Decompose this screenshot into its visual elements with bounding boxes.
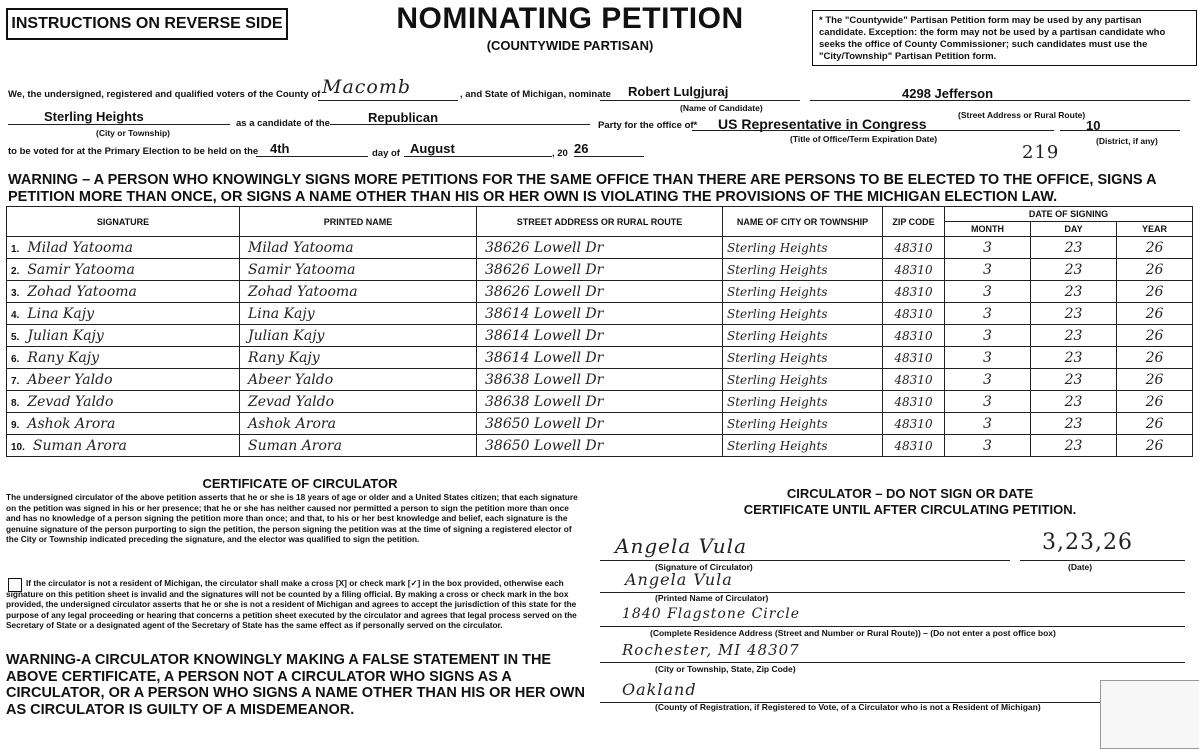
intro-text-1: We, the undersigned, registered and qualified voters of the County of	[8, 89, 321, 100]
signature-value: Julian Kajy	[27, 327, 104, 344]
year-value: 26	[1145, 305, 1164, 322]
city-value: Sterling Heights	[727, 372, 828, 387]
city-value: Sterling Heights	[727, 394, 828, 409]
city-label: (City or Township)	[96, 128, 170, 138]
header-printed-name: PRINTED NAME	[240, 207, 477, 237]
street-cell[interactable]	[477, 237, 723, 259]
month-value: 3	[983, 261, 992, 278]
street-cell[interactable]	[477, 435, 723, 457]
zip-value: 48310	[894, 284, 933, 299]
circulator-heading	[640, 486, 1180, 518]
zip-value: 48310	[894, 372, 933, 387]
certificate-text: The undersigned circulator of the above petition asserts that he or she is 18 years of age or older and a United States citizen; that each signature on the petition was signed in his or her presence; that he or she has neither caused nor permitted a person to sign the petition more than once and has no knowledge of a person signing the petition more than once; and that, to his or her best knowledge and belief, each signature is the genuine signature of the person purporting to sign the petition, the person signing the petition was at the time of signing a registered elector of the City or Township indicated preceding the signature, and the elector was qualified to sign the petition.	[6, 492, 578, 544]
day-cell[interactable]	[1031, 413, 1117, 435]
zip-cell[interactable]	[883, 325, 945, 347]
signature-cell[interactable]	[7, 369, 240, 391]
month-cell[interactable]	[945, 435, 1031, 457]
table-row	[7, 391, 1193, 413]
circulator-heading-line-1: CIRCULATOR – DO NOT SIGN OR DATE	[786, 486, 1034, 501]
signature-table	[6, 206, 1193, 457]
city-value: Sterling Heights	[727, 262, 828, 277]
county-field[interactable]: Macomb	[322, 76, 412, 98]
row-number: 3.	[11, 287, 20, 299]
street-value: 38614 Lowell Dr	[485, 327, 604, 344]
printed-name-value: Rany Kajy	[248, 349, 320, 366]
street-cell[interactable]	[477, 347, 723, 369]
printed-name-value: Julian Kajy	[248, 327, 325, 344]
day-cell[interactable]	[1031, 391, 1117, 413]
header-street-address: STREET ADDRESS OR RURAL ROUTE	[477, 207, 723, 237]
zip-value: 48310	[894, 306, 933, 321]
printed-name-value: Ashok Arora	[248, 415, 336, 432]
signature-cell[interactable]	[7, 281, 240, 303]
day-value: 23	[1064, 437, 1083, 454]
signature-cell[interactable]	[7, 347, 240, 369]
zip-value: 48310	[894, 416, 933, 431]
signature-value: Abeer Yaldo	[27, 371, 113, 388]
row-number: 4.	[11, 309, 20, 321]
candidate-city-field[interactable]: Sterling Heights	[44, 109, 144, 124]
city-value: Sterling Heights	[727, 328, 828, 343]
party-field[interactable]: Republican	[368, 110, 439, 125]
printed-name-cell[interactable]	[240, 303, 477, 325]
signature-cell[interactable]	[7, 303, 240, 325]
table-row	[7, 325, 1193, 347]
month-cell[interactable]	[945, 347, 1031, 369]
city-value: Sterling Heights	[727, 240, 828, 255]
month-cell[interactable]	[945, 391, 1031, 413]
signature-cell[interactable]	[7, 237, 240, 259]
printed-name-value: Zohad Yatooma	[248, 283, 358, 300]
printed-name-cell[interactable]	[240, 325, 477, 347]
circulator-printed-name-field[interactable]: Angela Vula	[625, 570, 733, 589]
zip-cell[interactable]	[883, 281, 945, 303]
month-cell[interactable]	[945, 281, 1031, 303]
signature-cell[interactable]	[7, 413, 240, 435]
day-value: 23	[1064, 349, 1083, 366]
day-value: 23	[1064, 371, 1083, 388]
form-subtitle: (COUNTYWIDE PARTISAN)	[486, 38, 654, 53]
thumbnail-preview	[1100, 680, 1199, 749]
zip-cell[interactable]	[883, 369, 945, 391]
street-value: 38638 Lowell Dr	[485, 393, 604, 410]
street-value: 38626 Lowell Dr	[485, 261, 604, 278]
signature-cell[interactable]	[7, 391, 240, 413]
header-city: NAME OF CITY OR TOWNSHIP	[723, 207, 883, 237]
printed-name-value: Abeer Yaldo	[248, 371, 334, 388]
day-value: 23	[1064, 261, 1083, 278]
year-prefix: , 20	[552, 148, 568, 159]
zip-cell[interactable]	[883, 413, 945, 435]
city-cell[interactable]	[723, 237, 883, 259]
street-value: 38650 Lowell Dr	[485, 415, 604, 432]
year-cell[interactable]	[1117, 413, 1193, 435]
row-number: 8.	[11, 397, 20, 409]
nonresident-text: If the circulator is not a resident of Michigan, the circulator shall make a cross [X] or check mark [✓] in the box provided, otherwise each signature on this petition sheet is invalid and the signatures will not be counted by a filing official. By making a cross or check mark in the box provided, the undersigned circulator asserts that he or she is not a resident of Michigan and agrees to accept the jurisdiction of this state for the purpose of any legal proceeding or hearing that concerns a petition sheet executed by the circulator and agrees that legal process served on the Secretary of State or a designated agent of the Secretary of State has the same effect as if personally served on the circulator.	[6, 578, 577, 630]
city-cell[interactable]	[723, 391, 883, 413]
street-value: 38626 Lowell Dr	[485, 239, 604, 256]
month-value: 3	[983, 393, 992, 410]
signature-value: Zohad Yatooma	[27, 283, 137, 300]
year-cell[interactable]	[1117, 391, 1193, 413]
printed-name-cell[interactable]	[240, 259, 477, 281]
circulator-signature-field[interactable]: Angela Vula	[615, 534, 748, 558]
printed-name-cell[interactable]	[240, 391, 477, 413]
signature-cell[interactable]	[7, 435, 240, 457]
row-number: 5.	[11, 331, 20, 343]
signature-value: Milad Yatooma	[27, 239, 133, 256]
candidate-name-field[interactable]: Robert Lulgjuraj	[628, 84, 729, 99]
printed-name-cell[interactable]	[240, 435, 477, 457]
year-cell[interactable]	[1117, 259, 1193, 281]
election-month-field[interactable]: August	[410, 141, 455, 156]
table-row	[7, 435, 1193, 457]
table-row	[7, 303, 1193, 325]
nonresident-checkbox[interactable]	[8, 578, 22, 592]
district-label: (District, if any)	[1096, 136, 1158, 146]
year-value: 26	[1145, 283, 1164, 300]
election-day-field[interactable]: 4th	[270, 141, 290, 156]
election-law-warning: WARNING – A PERSON WHO KNOWINGLY SIGNS MORE PETITIONS FOR THE SAME OFFICE THAN THERE ARE PERSONS TO BE ELECTED TO THE OFFICE, SIGNS A PETITION MORE THAN ONCE, OR SIGNS A NAME OTHER THAN HIS OR HER OWN IS VIOLATING THE PROVISIONS OF THE MICHIGAN ELECTION LAW.	[8, 172, 1157, 205]
day-value: 23	[1064, 305, 1083, 322]
year-cell[interactable]	[1117, 435, 1193, 457]
table-row	[7, 259, 1193, 281]
year-value: 26	[1145, 261, 1164, 278]
day-cell[interactable]	[1031, 435, 1117, 457]
zip-cell[interactable]	[883, 237, 945, 259]
circulator-date-field[interactable]: 3,23,26	[1042, 530, 1133, 555]
month-cell[interactable]	[945, 369, 1031, 391]
day-cell[interactable]	[1031, 237, 1117, 259]
table-row	[7, 237, 1193, 259]
street-cell[interactable]	[477, 325, 723, 347]
city-value: Sterling Heights	[727, 438, 828, 453]
signature-value: Samir Yatooma	[27, 261, 135, 278]
month-value: 3	[983, 349, 992, 366]
printed-name-value: Lina Kajy	[248, 305, 315, 322]
printed-name-cell[interactable]	[240, 369, 477, 391]
day-cell[interactable]	[1031, 281, 1117, 303]
year-cell[interactable]	[1117, 369, 1193, 391]
intro-text-3: as a candidate of the	[236, 118, 330, 129]
year-cell[interactable]	[1117, 325, 1193, 347]
year-cell[interactable]	[1117, 303, 1193, 325]
circulator-city-label: (City or Township, State, Zip Code)	[655, 664, 796, 674]
election-year-field[interactable]: 26	[574, 141, 589, 156]
year-cell[interactable]	[1117, 347, 1193, 369]
circulator-county-field[interactable]: Oakland	[622, 680, 697, 699]
day-cell[interactable]	[1031, 369, 1117, 391]
street-value: 38614 Lowell Dr	[485, 305, 604, 322]
circulator-heading-line-2: CERTIFICATE UNTIL AFTER CIRCULATING PETITION.	[743, 502, 1077, 517]
month-cell[interactable]	[945, 237, 1031, 259]
zip-cell[interactable]	[883, 435, 945, 457]
header-signature: SIGNATURE	[7, 207, 240, 237]
instructions-box: INSTRUCTIONS ON REVERSE SIDE	[6, 8, 288, 40]
month-cell[interactable]	[945, 325, 1031, 347]
printed-name-cell[interactable]	[240, 237, 477, 259]
circulator-city-field[interactable]: Rochester, MI 48307	[622, 641, 800, 659]
month-value: 3	[983, 415, 992, 432]
street-cell[interactable]	[477, 303, 723, 325]
year-cell[interactable]	[1117, 281, 1193, 303]
month-cell[interactable]	[945, 259, 1031, 281]
month-value: 3	[983, 437, 992, 454]
zip-value: 48310	[894, 438, 933, 453]
year-value: 26	[1145, 437, 1164, 454]
month-cell[interactable]	[945, 413, 1031, 435]
city-value: Sterling Heights	[727, 306, 828, 321]
zip-cell[interactable]	[883, 391, 945, 413]
street-value: 38626 Lowell Dr	[485, 283, 604, 300]
form-title: NOMINATING PETITION	[396, 2, 744, 35]
city-cell[interactable]	[723, 303, 883, 325]
street-value: 38638 Lowell Dr	[485, 371, 604, 388]
month-value: 3	[983, 327, 992, 344]
zip-value: 48310	[894, 240, 933, 255]
header-zip: ZIP CODE	[883, 207, 945, 237]
signature-value: Zevad Yaldo	[27, 393, 114, 410]
header-day: DAY	[1031, 222, 1117, 237]
year-value: 26	[1145, 415, 1164, 432]
intro-text-6: day of	[372, 148, 400, 159]
row-number: 10.	[11, 441, 25, 453]
handwritten-note: 219	[1022, 142, 1060, 163]
day-cell[interactable]	[1031, 303, 1117, 325]
header-year: YEAR	[1117, 222, 1193, 237]
day-cell[interactable]	[1031, 347, 1117, 369]
month-value: 3	[983, 239, 992, 256]
candidate-address-label: (Street Address or Rural Route)	[958, 110, 1086, 120]
certificate-title: CERTIFICATE OF CIRCULATOR	[202, 476, 398, 491]
month-cell[interactable]	[945, 303, 1031, 325]
table-row	[7, 369, 1193, 391]
printed-name-cell[interactable]	[240, 281, 477, 303]
row-number: 7.	[11, 375, 20, 387]
street-cell[interactable]	[477, 281, 723, 303]
street-cell[interactable]	[477, 369, 723, 391]
signature-value: Rany Kajy	[27, 349, 99, 366]
zip-value: 48310	[894, 350, 933, 365]
signature-value: Lina Kajy	[27, 305, 94, 322]
table-row	[7, 281, 1193, 303]
street-value: 38650 Lowell Dr	[485, 437, 604, 454]
district-field[interactable]: 10	[1086, 118, 1101, 133]
printed-name-cell[interactable]	[240, 413, 477, 435]
year-value: 26	[1145, 327, 1164, 344]
city-value: Sterling Heights	[727, 284, 828, 299]
signature-value: Suman Arora	[32, 437, 127, 454]
day-value: 23	[1064, 283, 1083, 300]
printed-name-value: Zevad Yaldo	[248, 393, 335, 410]
circulator-signature-label: (Signature of Circulator)	[655, 562, 753, 572]
header-month: MONTH	[945, 222, 1031, 237]
printed-name-value: Milad Yatooma	[248, 239, 354, 256]
month-value: 3	[983, 305, 992, 322]
printed-name-cell[interactable]	[240, 347, 477, 369]
street-cell[interactable]	[477, 391, 723, 413]
city-cell[interactable]	[723, 413, 883, 435]
row-number: 9.	[11, 419, 20, 431]
city-cell[interactable]	[723, 259, 883, 281]
circulator-address-field[interactable]: 1840 Flagstone Circle	[622, 606, 801, 622]
circulator-county-label: (County of Registration, if Registered to Vote, of a Circulator who is not a Resident of Michigan)	[655, 702, 1041, 712]
table-row	[7, 413, 1193, 435]
intro-text-2: , and State of Michigan, nominate	[460, 89, 611, 100]
signature-value: Ashok Arora	[27, 415, 116, 432]
day-value: 23	[1064, 239, 1083, 256]
row-number: 2.	[11, 265, 20, 277]
year-value: 26	[1145, 371, 1164, 388]
zip-cell[interactable]	[883, 347, 945, 369]
year-value: 26	[1145, 393, 1164, 410]
zip-value: 48310	[894, 394, 933, 409]
day-value: 23	[1064, 393, 1083, 410]
city-cell[interactable]	[723, 325, 883, 347]
countywide-notice: * The "Countywide" Partisan Petition form may be used by any partisan candidate. Exception: the form may not be used by a partisan candidate who seeks the office of County Commissioner; such candidates must use the "City/Township" Partisan Petition form.	[812, 10, 1197, 66]
day-value: 23	[1064, 415, 1083, 432]
circulator-date-label: (Date)	[1068, 562, 1093, 572]
row-number: 6.	[11, 353, 20, 365]
signature-cell[interactable]	[7, 259, 240, 281]
circulator-address-label: (Complete Residence Address (Street and Number or Rural Route)) – (Do not enter a post office box)	[650, 628, 1056, 638]
intro-text-5: to be voted for at the Primary Election to be held on the	[8, 146, 259, 157]
circulator-warning: WARNING-A CIRCULATOR KNOWINGLY MAKING A FALSE STATEMENT IN THE ABOVE CERTIFICATE, A PERSON NOT A CIRCULATOR WHO SIGNS AS A CIRCULATOR, OR A PERSON WHO SIGNS A NAME OTHER THAN HIS OR HER OWN AS CIRCULATOR IS GUILTY OF A MISDEMEANOR.	[6, 652, 585, 718]
city-cell[interactable]	[723, 347, 883, 369]
city-cell[interactable]	[723, 369, 883, 391]
row-number: 1.	[11, 243, 20, 255]
printed-name-value: Samir Yatooma	[248, 261, 356, 278]
city-value: Sterling Heights	[727, 350, 828, 365]
signature-cell[interactable]	[7, 325, 240, 347]
zip-cell[interactable]	[883, 303, 945, 325]
office-label: (Title of Office/Term Expiration Date)	[790, 134, 938, 144]
year-value: 26	[1145, 239, 1164, 256]
city-cell[interactable]	[723, 435, 883, 457]
street-cell[interactable]	[477, 259, 723, 281]
office-field[interactable]: US Representative in Congress	[718, 116, 927, 132]
day-cell[interactable]	[1031, 325, 1117, 347]
header-date: DATE OF SIGNING	[945, 207, 1193, 222]
printed-name-value: Suman Arora	[248, 437, 342, 454]
year-cell[interactable]	[1117, 237, 1193, 259]
intro-text-4: Party for the office of*	[598, 120, 698, 131]
zip-cell[interactable]	[883, 259, 945, 281]
zip-value: 48310	[894, 328, 933, 343]
candidate-name-label: (Name of Candidate)	[680, 103, 763, 113]
zip-value: 48310	[894, 262, 933, 277]
city-value: Sterling Heights	[727, 416, 828, 431]
circulator-printed-name-label: (Printed Name of Circulator)	[655, 593, 769, 603]
street-cell[interactable]	[477, 413, 723, 435]
year-value: 26	[1145, 349, 1164, 366]
day-cell[interactable]	[1031, 259, 1117, 281]
street-value: 38614 Lowell Dr	[485, 349, 604, 366]
city-cell[interactable]	[723, 281, 883, 303]
month-value: 3	[983, 371, 992, 388]
candidate-address-field[interactable]: 4298 Jefferson	[902, 86, 994, 101]
month-value: 3	[983, 283, 992, 300]
table-row	[7, 347, 1193, 369]
day-value: 23	[1064, 327, 1083, 344]
